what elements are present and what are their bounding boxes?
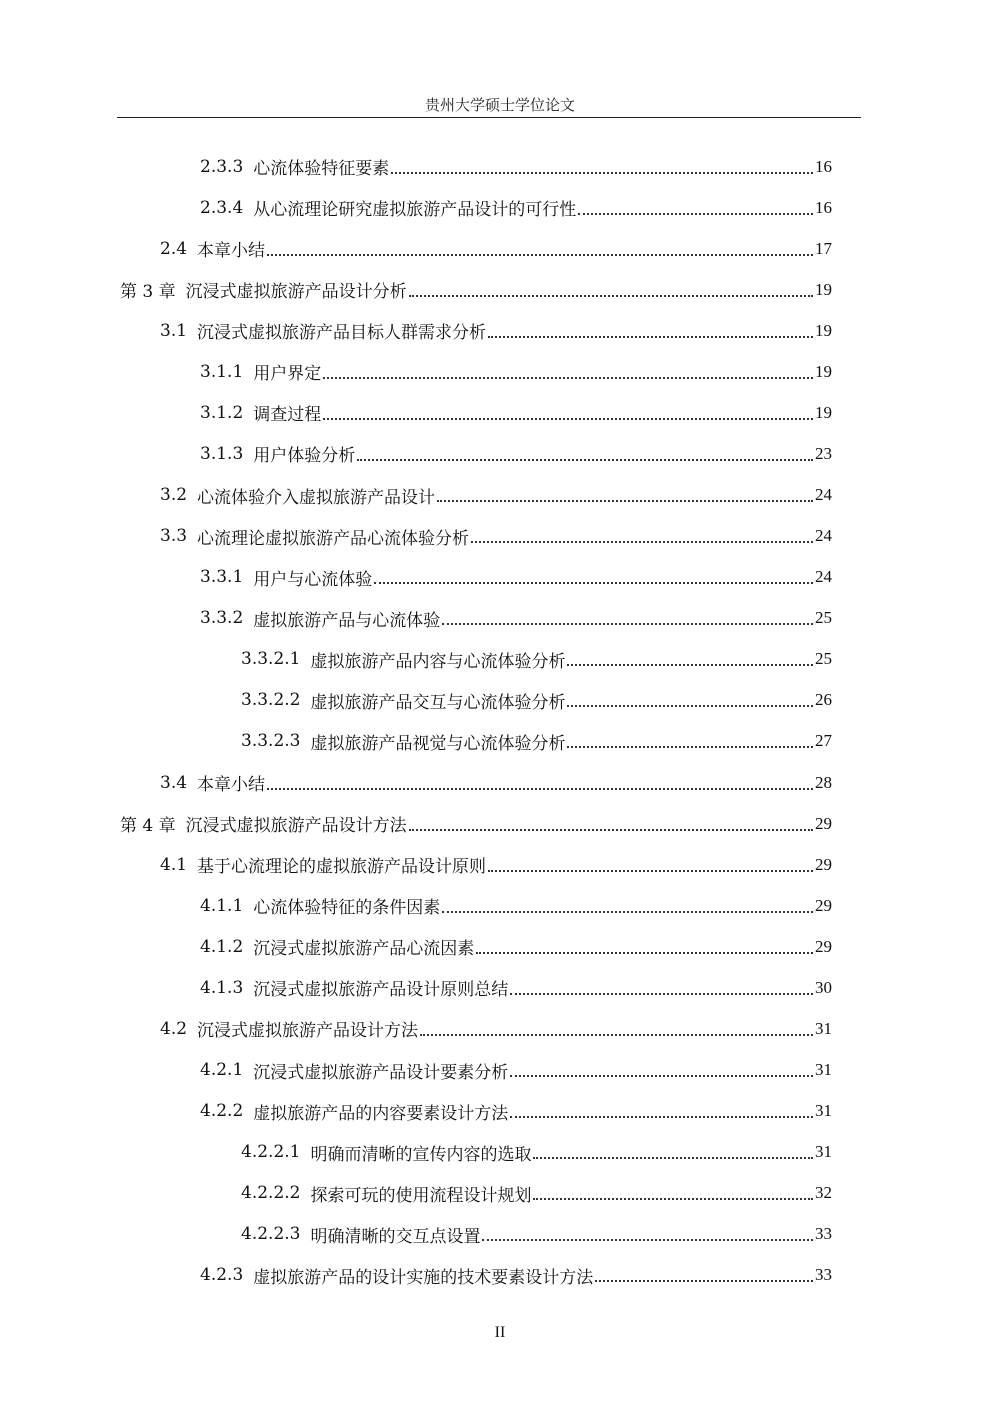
- toc-dot-leader: [471, 541, 813, 543]
- toc-entry-page: 30: [815, 977, 832, 997]
- toc-entry[interactable]: [160, 228, 832, 269]
- toc-entry-title: 心流体验介入虚拟旅游产品设计: [197, 487, 436, 508]
- toc-entry-title: 调查过程: [253, 405, 322, 426]
- toc-entry-title: 明确清晰的交互点设置: [310, 1226, 481, 1247]
- toc-entry[interactable]: [200, 1050, 832, 1091]
- toc-entry[interactable]: [241, 1173, 832, 1214]
- toc-dot-leader: [533, 1157, 813, 1159]
- toc-entry[interactable]: [160, 475, 832, 516]
- toc-entry-number: 3.1: [160, 320, 188, 341]
- toc-entry-page: 33: [815, 1224, 832, 1244]
- toc-entry-title: 虚拟旅游产品的内容要素设计方法: [253, 1103, 509, 1124]
- toc-entry[interactable]: [200, 392, 832, 433]
- toc-entry-number: 3.3: [160, 526, 188, 547]
- toc-dot-leader: [488, 870, 813, 872]
- toc-entry[interactable]: [241, 1132, 832, 1173]
- toc-entry-page: 19: [815, 279, 832, 299]
- toc-entry-number: 4.1.1: [200, 895, 244, 916]
- toc-entry-number: 4.2: [160, 1018, 188, 1039]
- toc-entry-number: 3.3.2.2: [241, 690, 301, 711]
- toc-entry-title: 用户与心流体验: [253, 569, 373, 590]
- toc-entry-title: 探索可玩的使用流程设计规划: [310, 1185, 532, 1206]
- toc-dot-leader: [510, 993, 813, 995]
- toc-entry[interactable]: [200, 557, 832, 598]
- page-number: II: [494, 1324, 506, 1341]
- toc-entry-number: 3.1.2: [200, 402, 244, 423]
- toc-entry-page: 31: [815, 1060, 832, 1080]
- toc-entry-number: 2.4: [160, 238, 188, 259]
- toc-entry[interactable]: [200, 146, 832, 187]
- toc-entry-page: 19: [815, 361, 832, 381]
- toc-dot-leader: [476, 952, 813, 954]
- toc-dot-leader: [267, 788, 813, 790]
- toc-entry-title: 本章小结: [197, 775, 266, 796]
- toc-entry-number: 3.1.3: [200, 443, 244, 464]
- toc-entry-number: 3.3.2.3: [241, 731, 301, 752]
- toc-dot-leader: [567, 664, 813, 666]
- toc-entry-title: 沉浸式虚拟旅游产品设计要素分析: [253, 1062, 509, 1083]
- toc-entry-title: 本章小结: [197, 241, 266, 262]
- header-rule: [117, 117, 861, 118]
- toc-entry-title: 心流体验特征的条件因素: [253, 898, 441, 919]
- toc-entry[interactable]: [120, 803, 832, 844]
- toc-entry[interactable]: [160, 516, 832, 557]
- toc-entry-number: 3.2: [160, 485, 188, 506]
- toc-entry-number: 3.3.2.1: [241, 649, 301, 670]
- toc-dot-leader: [510, 1075, 813, 1077]
- toc-entry-page: 31: [815, 1018, 832, 1038]
- toc-dot-leader: [437, 500, 813, 502]
- toc-entry-title: 沉浸式虚拟旅游产品设计原则总结: [253, 980, 509, 1001]
- toc-entry-number: 4.2.2.1: [241, 1142, 301, 1163]
- toc-entry[interactable]: [200, 926, 832, 967]
- toc-dot-leader: [409, 829, 813, 831]
- toc-dot-leader: [323, 418, 813, 420]
- toc-entry[interactable]: [160, 1008, 832, 1049]
- toc-entry[interactable]: [200, 598, 832, 639]
- toc-entry-page: 19: [815, 320, 832, 340]
- toc-entry-number: 4.1.3: [200, 977, 244, 998]
- toc-dot-leader: [323, 377, 813, 379]
- toc-entry-page: 29: [815, 854, 832, 874]
- toc-entry-title: 心流体验特征要素: [253, 159, 390, 179]
- toc-entry-title: 从心流理论研究虚拟旅游产品设计的可行性: [253, 200, 577, 221]
- toc-dot-leader: [420, 1034, 813, 1036]
- toc-entry-title: 虚拟旅游产品内容与心流体验分析: [310, 651, 566, 672]
- toc-entry-number: 4.2.2.2: [241, 1183, 301, 1204]
- toc-entry-page: 17: [815, 238, 832, 258]
- toc-entry-page: 24: [815, 567, 832, 587]
- toc-entry-title: 用户界定: [253, 364, 322, 385]
- toc-entry-number: 2.3.4: [200, 197, 244, 218]
- toc-entry-number: 第 4 章: [120, 816, 176, 837]
- toc-entry[interactable]: [200, 967, 832, 1008]
- toc-entry[interactable]: [241, 721, 832, 762]
- toc-entry[interactable]: [200, 1255, 832, 1296]
- toc-entry-number: 4.1: [160, 854, 188, 875]
- toc-entry-page: 25: [815, 649, 832, 669]
- toc-entry-title: 沉浸式虚拟旅游产品设计方法: [197, 1021, 419, 1042]
- toc-entry-number: 3.4: [160, 772, 188, 793]
- toc-entry-title: 虚拟旅游产品的设计实施的技术要素设计方法: [253, 1267, 594, 1288]
- toc-entry-number: 4.2.2.3: [241, 1224, 301, 1245]
- toc-entry-title: 沉浸式虚拟旅游产品目标人群需求分析: [197, 323, 487, 344]
- toc-entry-number: 3.3.2: [200, 608, 244, 629]
- toc-entry[interactable]: [120, 269, 832, 310]
- toc-entry-page: 24: [815, 526, 832, 546]
- toc-entry-title: 沉浸式虚拟旅游产品心流因素: [253, 939, 475, 960]
- toc-entry[interactable]: [200, 433, 832, 474]
- toc-entry-number: 第 3 章: [120, 282, 176, 303]
- toc-entry-number: 4.2.2: [200, 1101, 244, 1122]
- toc-dot-leader: [533, 1198, 813, 1200]
- toc-dot-leader: [442, 623, 813, 625]
- toc-dot-leader: [267, 254, 813, 256]
- toc-entry[interactable]: [200, 1091, 832, 1132]
- toc-entry[interactable]: [241, 639, 832, 680]
- toc-entry-page: 33: [815, 1265, 832, 1285]
- toc-entry-number: 4.1.2: [200, 936, 244, 957]
- toc-entry[interactable]: [200, 885, 832, 926]
- toc-entry-page: 29: [815, 813, 832, 833]
- toc-entry[interactable]: [200, 187, 832, 228]
- toc-entry-title: 沉浸式虚拟旅游产品设计方法: [185, 816, 407, 837]
- toc-dot-leader: [357, 459, 813, 461]
- toc-entry[interactable]: [160, 844, 832, 885]
- toc-dot-leader: [510, 1116, 813, 1118]
- toc-entry[interactable]: [160, 762, 832, 803]
- toc-entry[interactable]: [241, 680, 832, 721]
- toc-dot-leader: [482, 1239, 813, 1241]
- toc-entry-page: 19: [815, 402, 832, 422]
- toc-entry-page: 26: [815, 690, 832, 710]
- running-header-title: 贵州大学硕士学位论文: [424, 96, 575, 114]
- toc-entry-title: 明确而清晰的宣传内容的选取: [310, 1144, 532, 1165]
- toc-dot-leader: [578, 213, 813, 215]
- toc-entry-title: 虚拟旅游产品与心流体验: [253, 610, 441, 631]
- toc-entry-page: 24: [815, 485, 832, 505]
- toc-entry-number: 4.2.1: [200, 1060, 244, 1081]
- toc-dot-leader: [488, 336, 813, 338]
- toc-entry-page: 31: [815, 1101, 832, 1121]
- toc-entry-number: 3.1.1: [200, 361, 244, 382]
- toc-entry[interactable]: [241, 1214, 832, 1255]
- toc-entry[interactable]: [160, 310, 832, 351]
- toc-entry-number: 4.2.3: [200, 1265, 244, 1286]
- toc-entry-page: 16: [815, 197, 832, 217]
- toc-dot-leader: [409, 295, 813, 297]
- toc-entry-page: 25: [815, 608, 832, 628]
- toc-entry-page: 27: [815, 731, 832, 751]
- toc-dot-leader: [442, 911, 813, 913]
- toc-dot-leader: [567, 705, 813, 707]
- toc-dot-leader: [374, 582, 813, 584]
- toc-entry-page: 29: [815, 895, 832, 915]
- toc-entry-title: 虚拟旅游产品交互与心流体验分析: [310, 692, 566, 713]
- toc-entry-number: 3.3.1: [200, 567, 244, 588]
- toc-dot-leader: [567, 746, 813, 748]
- toc-entry-page: 32: [815, 1183, 832, 1203]
- toc-dot-leader: [391, 172, 813, 174]
- toc-entry-title: 心流理论虚拟旅游产品心流体验分析: [197, 528, 470, 549]
- toc-entry-page: 23: [815, 443, 832, 463]
- toc-entry-number: 2.3.3: [200, 156, 244, 177]
- toc-dot-leader: [595, 1280, 813, 1282]
- toc-entry-title: 虚拟旅游产品视觉与心流体验分析: [310, 733, 566, 754]
- toc-entry-page: 16: [815, 156, 832, 176]
- toc-entry-page: 29: [815, 936, 832, 956]
- toc-entry-title: 基于心流理论的虚拟旅游产品设计原则: [197, 857, 487, 878]
- toc-entry[interactable]: [200, 351, 832, 392]
- toc-entry-title: 用户体验分析: [253, 446, 356, 467]
- toc-entry-title: 沉浸式虚拟旅游产品设计分析: [185, 282, 407, 303]
- toc-entry-page: 31: [815, 1142, 832, 1162]
- toc-entry-page: 28: [815, 772, 832, 792]
